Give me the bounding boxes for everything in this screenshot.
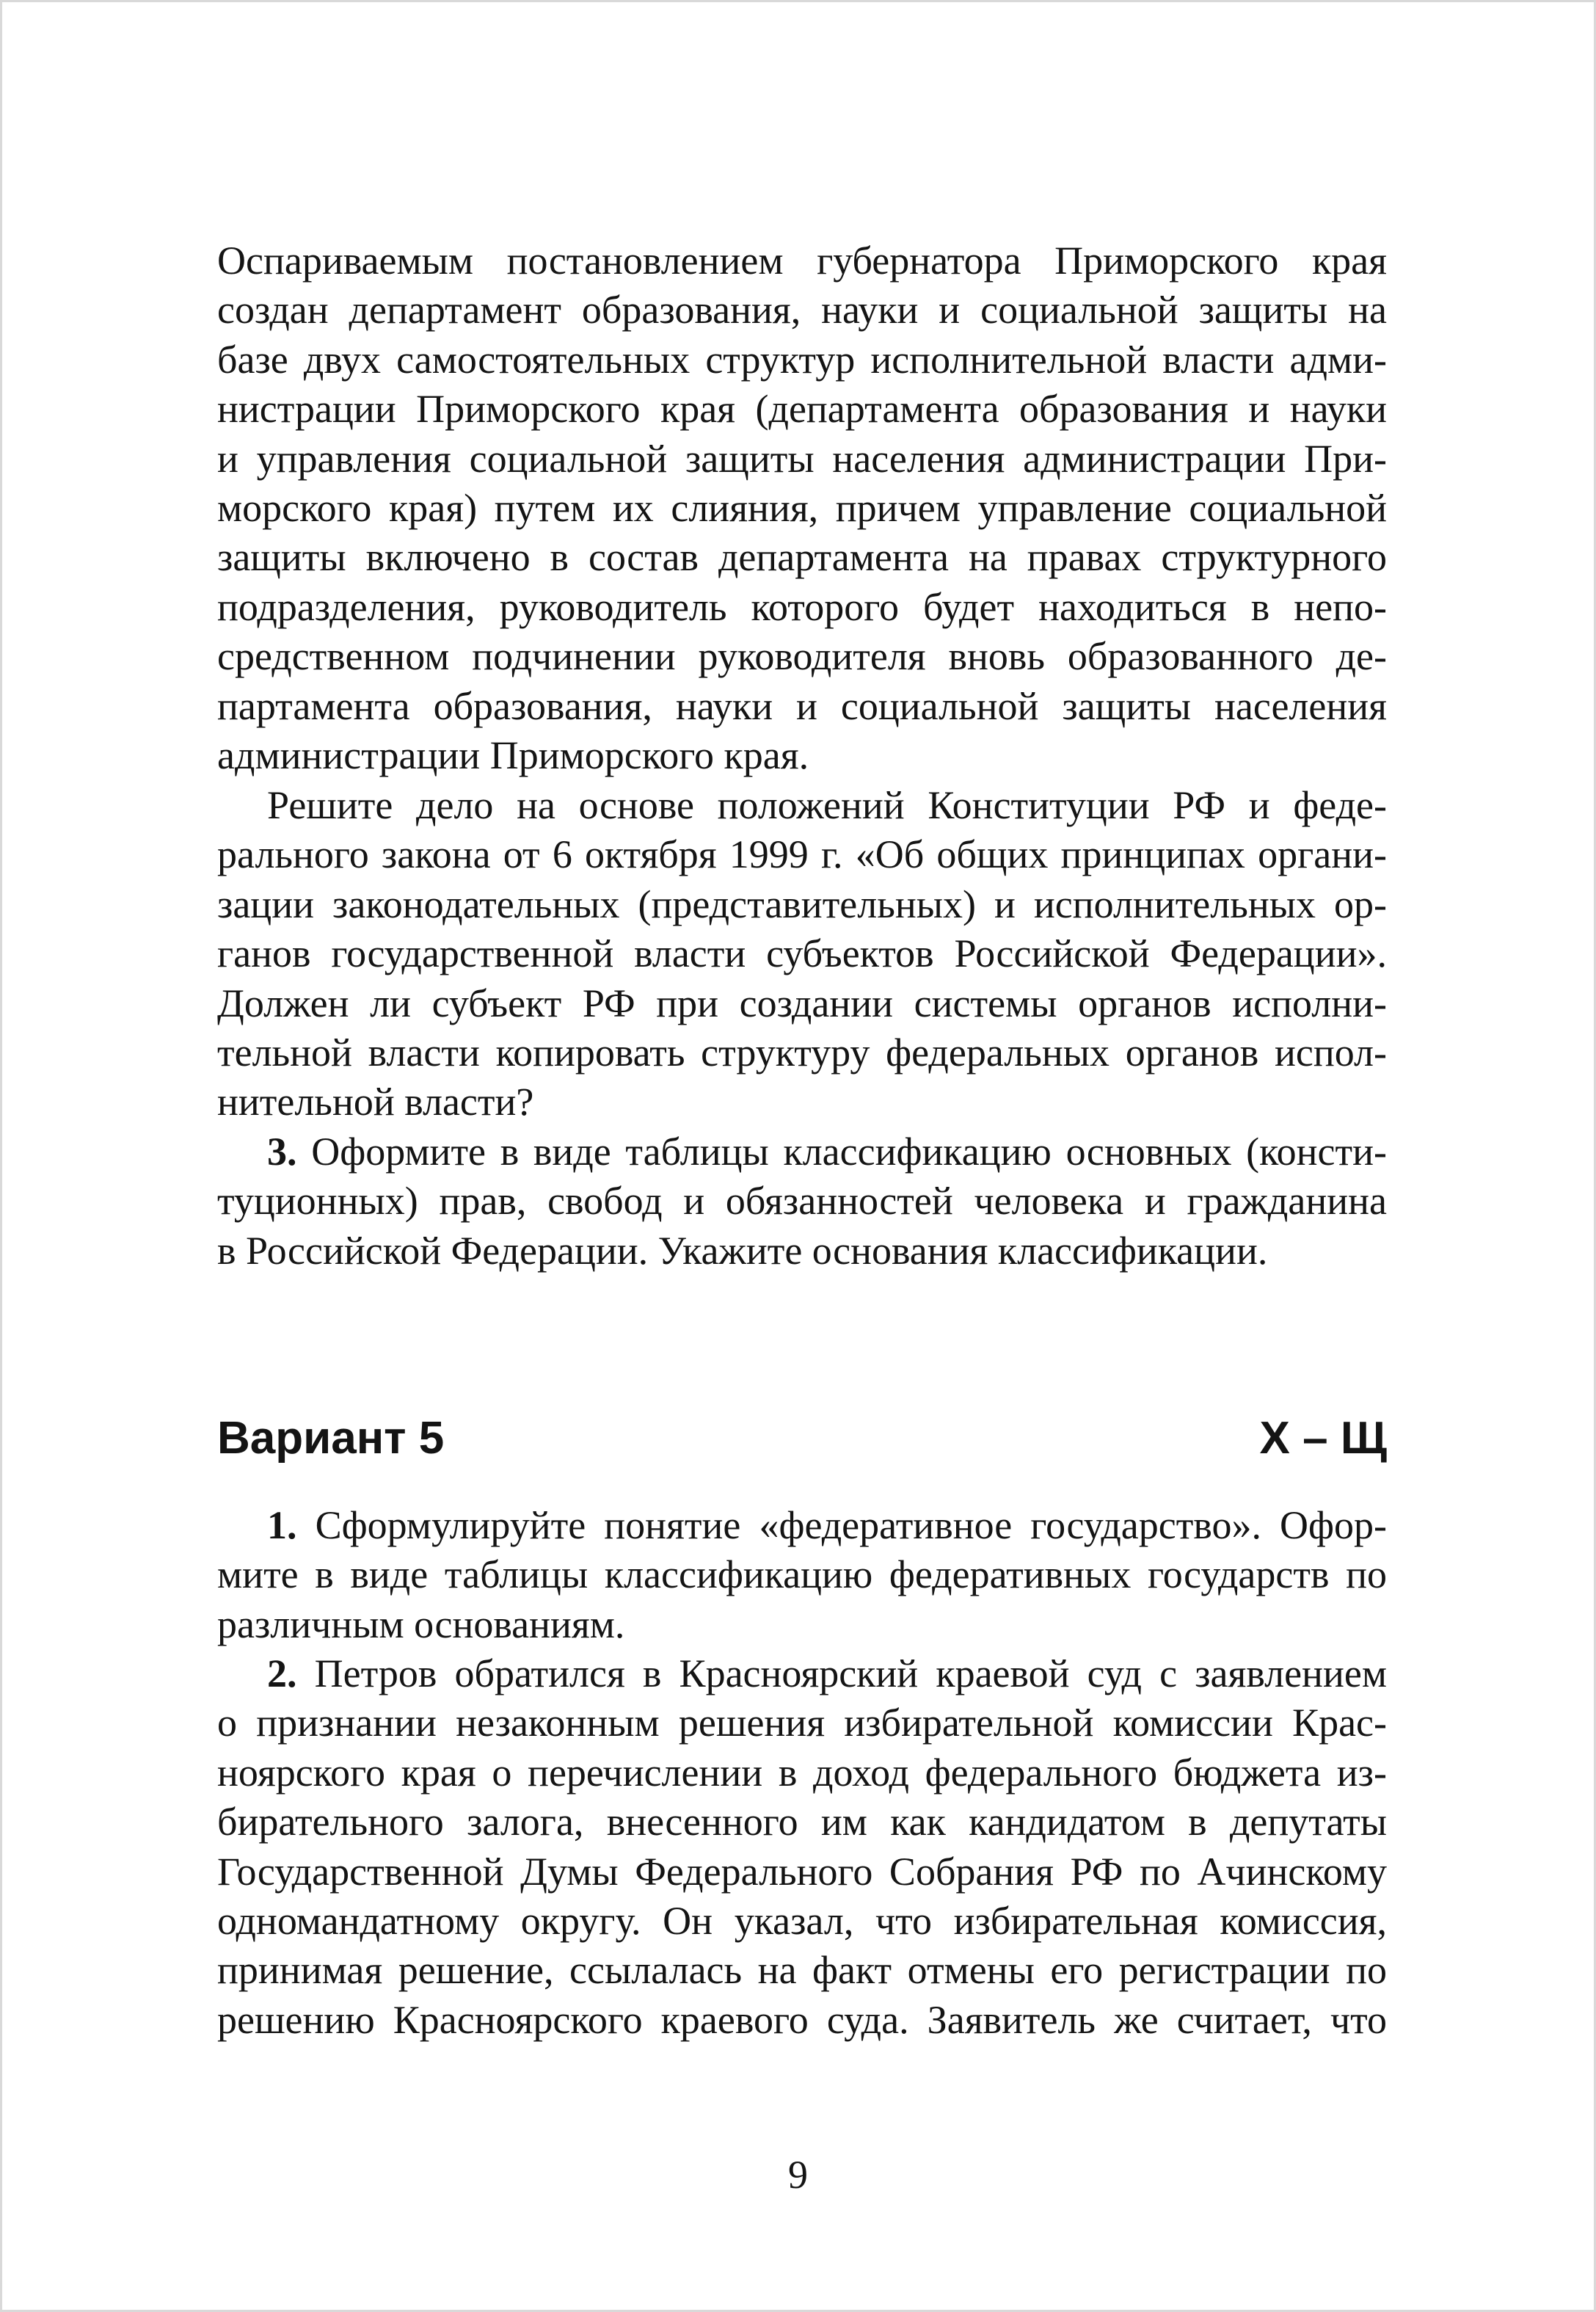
text-line: создан департамент образования, науки и социальной защиты на xyxy=(217,288,1387,332)
letter-range: Х – Щ xyxy=(1259,1413,1387,1464)
text-line: рального закона от 6 октября 1999 г. «Об общих принципах органи- xyxy=(217,832,1387,877)
text-line: морского края) путем их слияния, причем управление социальной xyxy=(217,486,1387,531)
task-number: 2. xyxy=(267,1651,297,1695)
text-line: нительной власти? xyxy=(217,1080,534,1124)
text-line: Государственной Думы Федерального Собрания РФ по Ачинскому xyxy=(217,1849,1387,1894)
text-line: 3. Оформите в виде таблицы классификацию основных (консти- xyxy=(267,1130,1387,1174)
paragraph-task-1 xyxy=(217,1501,1387,1649)
text-line: ноярского края о перечислении в доход федерального бюджета из- xyxy=(217,1750,1387,1795)
paragraph-task-2 xyxy=(217,1649,1387,2045)
paragraph-task-question xyxy=(217,781,1387,1127)
text-line: Оспариваемым постановлением губернатора Приморского края xyxy=(217,239,1387,283)
text-line: партамента образования, науки и социальной защиты населения xyxy=(217,683,1387,728)
text-line: защиты включено в состав департамента на правах структурного xyxy=(217,535,1387,580)
text-line: туционных) прав, свобод и обязанностей человека и гражданина xyxy=(217,1179,1387,1224)
text-line: различным основаниям. xyxy=(217,1602,625,1646)
text-line: мите в виде таблицы классификацию федеративных государств по xyxy=(217,1552,1387,1597)
text-line: Должен ли субъект РФ при создании системы органов исполни- xyxy=(217,981,1387,1025)
task-number: 3. xyxy=(267,1130,297,1174)
text-line: базе двух самостоятельных структур исполнительной власти адми- xyxy=(217,337,1387,382)
text-line: одномандатному округу. Он указал, что избирательная комиссия, xyxy=(217,1899,1387,1944)
text-line: 2. Петров обратился в Красноярский краевой суд с заявлением xyxy=(267,1651,1387,1695)
text-line: средственном подчинении руководителя вновь образованного де- xyxy=(217,634,1387,679)
section-heading xyxy=(217,1406,1387,1472)
text-line: в Российской Федерации. Укажите основания классификации. xyxy=(217,1228,1268,1273)
page-number: 9 xyxy=(788,2153,808,2197)
text-line: и управления социальной защиты населения администрации При- xyxy=(217,436,1387,481)
text-line: 1. Сформулируйте понятие «федеративное государство». Офор- xyxy=(267,1503,1388,1547)
text-line: тельной власти копировать структуру федеральных органов испол- xyxy=(217,1030,1387,1075)
text-line: принимая решение, ссылалась на факт отмены его регистрации по xyxy=(217,1948,1387,1993)
paragraph-case-description xyxy=(217,236,1387,780)
text-line: нистрации Приморского края (департамента образования и науки xyxy=(217,387,1387,432)
paragraph-task-3 xyxy=(217,1127,1387,1276)
text-line: подразделения, руководитель которого будет находиться в непо- xyxy=(217,584,1387,629)
text-line: Решите дело на основе положений Конституции РФ и феде- xyxy=(267,783,1387,827)
text-line: о признании незаконным решения избирательной комиссии Крас- xyxy=(217,1701,1387,1745)
text-line: решению Красноярского краевого суда. Заявитель же считает, что xyxy=(217,1997,1387,2042)
text-line: администрации Приморского края. xyxy=(217,733,809,778)
text-line: ганов государственной власти субъектов Российской Федерации». xyxy=(217,931,1387,976)
variant-title: Вариант 5 xyxy=(217,1413,445,1464)
task-number: 1. xyxy=(267,1503,297,1547)
text-line: бирательного залога, внесенного им как кандидатом в депутаты xyxy=(217,1800,1387,1844)
text-line: зации законодательных (представительных) и исполнительных ор- xyxy=(217,881,1387,926)
